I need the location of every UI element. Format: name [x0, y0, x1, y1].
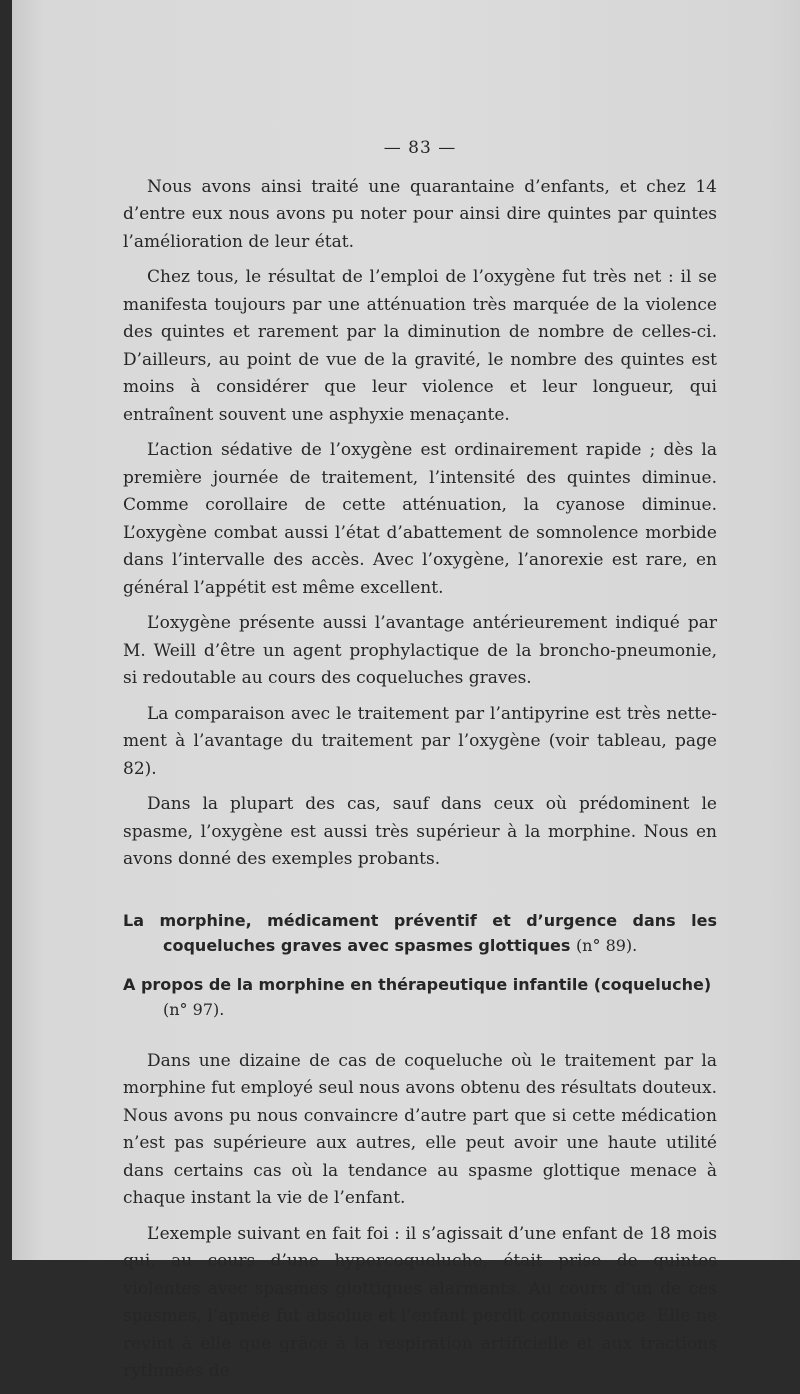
paragraph-prophylactic: L’oxygène présente aussi l’avantage antérieurement indiqué par M. Weill d’être un agent prophylactique de la broncho-pneumonie, si redoutable au cours des coqueluches graves.	[123, 613, 717, 688]
section-heading-propos	[123, 972, 717, 1022]
section-heading-propos-title: A propos de la morphine en thérapeutique infantile (coqueluche)	[123, 974, 712, 994]
section-heading-morphine-ref: (n° 89).	[575, 935, 638, 955]
page-content	[123, 135, 717, 1394]
paragraph-sedative-action: L’action sédative de l’oxygène est ordinairement rapide ; dès la première journée de traitement, l’intensité des quintes diminue. Comme corollaire de cette atténuation, la cyanose diminue. L’oxygène combat aussi l’état d’abattement de somnolence morbide dans l’intervalle des accès. Avec l’oxygène, l’anorexie est rare, en général l’appétit est même excellent.	[123, 440, 717, 598]
section-heading-morphine-title: La morphine, médicament préventif et d’urgence dans les coqueluches graves avec spasmes glottiques	[123, 910, 717, 955]
scanned-page	[12, 0, 800, 1381]
paragraph-example-case: L’exemple suivant en fait foi : il s’agissait d’une enfant de 18 mois qui, au cours d’une hypercoqueluche, était prise de quintes violentes avec spasmes glottiques alarmants. Au cours d’un de ces spasmes, l’apnée fut absolue et l’enfant perdit connaissance. Elle ne revint à elle que grâce à la respiration artificielle et aux tractions rythmées de	[123, 1223, 717, 1381]
paragraph-antipyrine-comparison: La comparaison avec le traitement par l’antipyrine est très nettement à l’avantage du traitement par l’oxygène (voir tableau, page 82).	[123, 703, 717, 779]
paragraph-treated-children: Nous avons ainsi traité une quarantaine d’enfants, et chez 14 d’entre eux nous avons pu noter pour ainsi dire quintes par quintes l’amélioration de leur état.	[123, 176, 717, 252]
section-heading-propos-ref: (n° 97).	[163, 999, 225, 1019]
paragraph-morphine-comparison: Dans la plupart des cas, sauf dans ceux où prédominent le spasme, l’oxygène est aussi très supérieur à la morphine. Nous en avons donné des exemples probants.	[123, 794, 717, 869]
paragraph-morphine-cases: Dans une dizaine de cas de coqueluche où le traitement par la morphine fut employé seul nous avons obtenu des résultats douteux. Nous avons pu nous convaincre d’autre part que si cette médication n’est pas supérieure aux autres, elle peut avoir une haute utilité dans certains cas où la tendance au spasme glottique menace à chaque instant la vie de l’enfant.	[123, 1050, 717, 1208]
paragraph-oxygen-result: Chez tous, le résultat de l’emploi de l’oxygène fut très net : il se manifesta toujours par une atténuation très marquée de la violence des quintes et rarement par la diminution de nombre de celles-ci. D’ailleurs, au point de vue de la gravité, le nombre des quintes est moins à considérer que leur violence et leur longueur, qui entraînent souvent une asphyxie menaçante.	[123, 267, 717, 425]
section-heading-morphine	[123, 908, 717, 958]
page-number: — 83 —	[383, 138, 457, 158]
